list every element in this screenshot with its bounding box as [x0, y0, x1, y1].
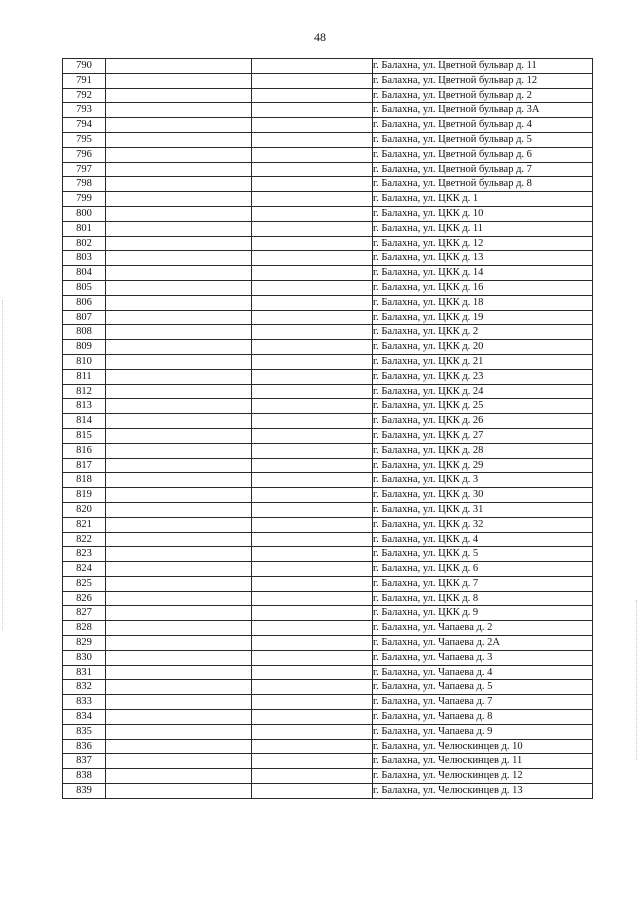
address-cell: г. Балахна, ул. Челюскинцев д. 13 [373, 784, 593, 799]
empty-cell [252, 650, 373, 665]
empty-cell [106, 695, 252, 710]
table-row [63, 724, 593, 739]
empty-cell [106, 502, 252, 517]
table-row [63, 118, 593, 133]
empty-cell [252, 517, 373, 532]
empty-cell [252, 636, 373, 651]
empty-cell [252, 739, 373, 754]
row-number-cell: 817 [63, 458, 106, 473]
row-number-cell: 836 [63, 739, 106, 754]
row-number-cell: 831 [63, 665, 106, 680]
address-cell: г. Балахна, ул. ЦКК д. 7 [373, 576, 593, 591]
empty-cell [252, 784, 373, 799]
empty-cell [106, 606, 252, 621]
address-cell: г. Балахна, ул. ЦКК д. 1 [373, 192, 593, 207]
address-cell: г. Балахна, ул. ЦКК д. 20 [373, 340, 593, 355]
empty-cell [106, 206, 252, 221]
address-cell: г. Балахна, ул. ЦКК д. 23 [373, 369, 593, 384]
row-number-cell: 801 [63, 221, 106, 236]
table-row [63, 665, 593, 680]
empty-cell [252, 680, 373, 695]
address-cell: г. Балахна, ул. Челюскинцев д. 10 [373, 739, 593, 754]
table-row [63, 532, 593, 547]
page-number: 48 [314, 30, 326, 44]
empty-cell [106, 428, 252, 443]
table-row [63, 695, 593, 710]
address-cell: г. Балахна, ул. ЦКК д. 8 [373, 591, 593, 606]
row-number-cell: 805 [63, 280, 106, 295]
address-cell: г. Балахна, ул. Чапаева д. 3 [373, 650, 593, 665]
table-row [63, 177, 593, 192]
empty-cell [106, 251, 252, 266]
empty-cell [252, 414, 373, 429]
address-cell: г. Балахна, ул. Челюскинцев д. 12 [373, 769, 593, 784]
row-number-cell: 798 [63, 177, 106, 192]
empty-cell [106, 132, 252, 147]
row-number-cell: 794 [63, 118, 106, 133]
empty-cell [106, 177, 252, 192]
address-cell: г. Балахна, ул. ЦКК д. 6 [373, 562, 593, 577]
table-row [63, 59, 593, 74]
table-row [63, 147, 593, 162]
empty-cell [252, 147, 373, 162]
address-cell: г. Балахна, ул. Цветной бульвар д. 4 [373, 118, 593, 133]
empty-cell [252, 458, 373, 473]
table-row [63, 132, 593, 147]
table-row [63, 162, 593, 177]
table-row [63, 354, 593, 369]
address-cell: г. Балахна, ул. ЦКК д. 3 [373, 473, 593, 488]
table-row [63, 206, 593, 221]
address-cell: г. Балахна, ул. ЦКК д. 28 [373, 443, 593, 458]
empty-cell [252, 399, 373, 414]
row-number-cell: 799 [63, 192, 106, 207]
address-cell: г. Балахна, ул. ЦКК д. 27 [373, 428, 593, 443]
address-cell: г. Балахна, ул. ЦКК д. 19 [373, 310, 593, 325]
empty-cell [252, 280, 373, 295]
address-cell: г. Балахна, ул. ЦКК д. 25 [373, 399, 593, 414]
empty-cell [252, 532, 373, 547]
address-cell: г. Балахна, ул. Цветной бульвар д. 8 [373, 177, 593, 192]
empty-cell [106, 488, 252, 503]
table-row [63, 280, 593, 295]
address-cell: г. Балахна, ул. Цветной бульвар д. 2 [373, 88, 593, 103]
address-cell: г. Балахна, ул. ЦКК д. 14 [373, 266, 593, 281]
empty-cell [106, 621, 252, 636]
empty-cell [252, 665, 373, 680]
empty-cell [252, 488, 373, 503]
empty-cell [106, 591, 252, 606]
empty-cell [106, 384, 252, 399]
empty-cell [106, 576, 252, 591]
address-cell: г. Балахна, ул. Цветной бульвар д. 5 [373, 132, 593, 147]
address-cell: г. Балахна, ул. ЦКК д. 26 [373, 414, 593, 429]
empty-cell [106, 354, 252, 369]
address-cell: г. Балахна, ул. Цветной бульвар д. 12 [373, 73, 593, 88]
empty-cell [252, 724, 373, 739]
empty-cell [106, 680, 252, 695]
address-cell: г. Балахна, ул. ЦКК д. 9 [373, 606, 593, 621]
row-number-cell: 797 [63, 162, 106, 177]
row-number-cell: 832 [63, 680, 106, 695]
address-cell: г. Балахна, ул. ЦКК д. 24 [373, 384, 593, 399]
row-number-cell: 818 [63, 473, 106, 488]
table-row [63, 517, 593, 532]
empty-cell [106, 754, 252, 769]
table-row [63, 221, 593, 236]
address-cell: г. Балахна, ул. ЦКК д. 11 [373, 221, 593, 236]
address-cell: г. Балахна, ул. Цветной бульвар д. 11 [373, 59, 593, 74]
table-row [63, 266, 593, 281]
table-row [63, 443, 593, 458]
address-table [62, 58, 593, 799]
table-row [63, 384, 593, 399]
row-number-cell: 804 [63, 266, 106, 281]
row-number-cell: 806 [63, 295, 106, 310]
row-number-cell: 816 [63, 443, 106, 458]
empty-cell [106, 547, 252, 562]
address-cell: г. Балахна, ул. Чапаева д. 9 [373, 724, 593, 739]
empty-cell [252, 118, 373, 133]
empty-cell [252, 769, 373, 784]
empty-cell [106, 147, 252, 162]
row-number-cell: 791 [63, 73, 106, 88]
table-row [63, 650, 593, 665]
empty-cell [252, 132, 373, 147]
address-cell: г. Балахна, ул. ЦКК д. 30 [373, 488, 593, 503]
empty-cell [106, 236, 252, 251]
empty-cell [106, 443, 252, 458]
address-cell: г. Балахна, ул. ЦКК д. 32 [373, 517, 593, 532]
empty-cell [252, 354, 373, 369]
table-row [63, 576, 593, 591]
empty-cell [106, 399, 252, 414]
row-number-cell: 839 [63, 784, 106, 799]
empty-cell [252, 443, 373, 458]
right-edge-mark [636, 600, 637, 760]
row-number-cell: 822 [63, 532, 106, 547]
table-row [63, 251, 593, 266]
table-row [63, 88, 593, 103]
row-number-cell: 808 [63, 325, 106, 340]
empty-cell [252, 310, 373, 325]
table-row [63, 606, 593, 621]
empty-cell [252, 576, 373, 591]
empty-cell [106, 192, 252, 207]
address-cell: г. Балахна, ул. ЦКК д. 5 [373, 547, 593, 562]
empty-cell [252, 59, 373, 74]
table-row [63, 236, 593, 251]
row-number-cell: 830 [63, 650, 106, 665]
empty-cell [252, 192, 373, 207]
empty-cell [252, 369, 373, 384]
table-row [63, 488, 593, 503]
empty-cell [252, 73, 373, 88]
row-number-cell: 792 [63, 88, 106, 103]
address-cell: г. Балахна, ул. Чапаева д. 7 [373, 695, 593, 710]
table-row [63, 784, 593, 799]
empty-cell [252, 340, 373, 355]
address-cell: г. Балахна, ул. ЦКК д. 16 [373, 280, 593, 295]
table-row [63, 325, 593, 340]
empty-cell [106, 769, 252, 784]
empty-cell [252, 206, 373, 221]
empty-cell [252, 710, 373, 725]
table-row [63, 428, 593, 443]
empty-cell [106, 73, 252, 88]
table-row [63, 103, 593, 118]
table-row [63, 502, 593, 517]
address-cell: г. Балахна, ул. ЦКК д. 31 [373, 502, 593, 517]
address-cell: г. Балахна, ул. ЦКК д. 12 [373, 236, 593, 251]
address-cell: г. Балахна, ул. ЦКК д. 29 [373, 458, 593, 473]
address-cell: г. Балахна, ул. Чапаева д. 2А [373, 636, 593, 651]
row-number-cell: 812 [63, 384, 106, 399]
row-number-cell: 834 [63, 710, 106, 725]
empty-cell [106, 266, 252, 281]
empty-cell [106, 162, 252, 177]
table-row [63, 458, 593, 473]
empty-cell [252, 695, 373, 710]
empty-cell [106, 280, 252, 295]
row-number-cell: 824 [63, 562, 106, 577]
empty-cell [106, 118, 252, 133]
empty-cell [106, 710, 252, 725]
empty-cell [252, 547, 373, 562]
table-row [63, 754, 593, 769]
row-number-cell: 796 [63, 147, 106, 162]
empty-cell [252, 103, 373, 118]
empty-cell [252, 754, 373, 769]
empty-cell [106, 532, 252, 547]
empty-cell [106, 636, 252, 651]
table-row [63, 739, 593, 754]
empty-cell [106, 59, 252, 74]
row-number-cell: 826 [63, 591, 106, 606]
empty-cell [106, 650, 252, 665]
empty-cell [106, 784, 252, 799]
empty-cell [106, 562, 252, 577]
address-cell: г. Балахна, ул. Чапаева д. 5 [373, 680, 593, 695]
address-cell: г. Балахна, ул. ЦКК д. 2 [373, 325, 593, 340]
address-cell: г. Балахна, ул. ЦКК д. 18 [373, 295, 593, 310]
table-row [63, 591, 593, 606]
empty-cell [252, 177, 373, 192]
address-cell: г. Балахна, ул. Цветной бульвар д. 3А [373, 103, 593, 118]
table-row [63, 636, 593, 651]
row-number-cell: 811 [63, 369, 106, 384]
address-cell: г. Балахна, ул. ЦКК д. 4 [373, 532, 593, 547]
empty-cell [252, 384, 373, 399]
table-row [63, 562, 593, 577]
row-number-cell: 814 [63, 414, 106, 429]
empty-cell [252, 251, 373, 266]
empty-cell [106, 221, 252, 236]
empty-cell [106, 473, 252, 488]
table-row [63, 310, 593, 325]
row-number-cell: 802 [63, 236, 106, 251]
empty-cell [106, 88, 252, 103]
address-cell: г. Балахна, ул. ЦКК д. 13 [373, 251, 593, 266]
empty-cell [106, 325, 252, 340]
empty-cell [106, 295, 252, 310]
empty-cell [252, 473, 373, 488]
empty-cell [106, 369, 252, 384]
row-number-cell: 819 [63, 488, 106, 503]
table-row [63, 340, 593, 355]
row-number-cell: 795 [63, 132, 106, 147]
row-number-cell: 815 [63, 428, 106, 443]
empty-cell [252, 295, 373, 310]
row-number-cell: 829 [63, 636, 106, 651]
empty-cell [106, 414, 252, 429]
empty-cell [252, 428, 373, 443]
empty-cell [252, 591, 373, 606]
empty-cell [106, 517, 252, 532]
row-number-cell: 809 [63, 340, 106, 355]
address-table-body [63, 59, 593, 799]
empty-cell [106, 103, 252, 118]
empty-cell [252, 162, 373, 177]
empty-cell [252, 236, 373, 251]
row-number-cell: 820 [63, 502, 106, 517]
empty-cell [252, 221, 373, 236]
table-row [63, 710, 593, 725]
table-row [63, 769, 593, 784]
empty-cell [252, 88, 373, 103]
address-cell: г. Балахна, ул. Чапаева д. 8 [373, 710, 593, 725]
address-cell: г. Балахна, ул. ЦКК д. 21 [373, 354, 593, 369]
table-row [63, 192, 593, 207]
address-cell: г. Балахна, ул. Цветной бульвар д. 6 [373, 147, 593, 162]
empty-cell [252, 562, 373, 577]
table-row [63, 547, 593, 562]
row-number-cell: 838 [63, 769, 106, 784]
row-number-cell: 813 [63, 399, 106, 414]
row-number-cell: 793 [63, 103, 106, 118]
empty-cell [106, 458, 252, 473]
address-cell: г. Балахна, ул. Цветной бульвар д. 7 [373, 162, 593, 177]
left-edge-mark [2, 300, 3, 630]
table-row [63, 369, 593, 384]
empty-cell [252, 606, 373, 621]
table-row [63, 414, 593, 429]
empty-cell [106, 340, 252, 355]
row-number-cell: 810 [63, 354, 106, 369]
table-row [63, 295, 593, 310]
row-number-cell: 825 [63, 576, 106, 591]
address-cell: г. Балахна, ул. Чапаева д. 2 [373, 621, 593, 636]
row-number-cell: 837 [63, 754, 106, 769]
empty-cell [106, 739, 252, 754]
row-number-cell: 807 [63, 310, 106, 325]
row-number-cell: 803 [63, 251, 106, 266]
row-number-cell: 828 [63, 621, 106, 636]
address-cell: г. Балахна, ул. Челюскинцев д. 11 [373, 754, 593, 769]
address-cell: г. Балахна, ул. ЦКК д. 10 [373, 206, 593, 221]
empty-cell [252, 502, 373, 517]
empty-cell [106, 310, 252, 325]
table-row [63, 473, 593, 488]
row-number-cell: 821 [63, 517, 106, 532]
table-row [63, 73, 593, 88]
empty-cell [106, 724, 252, 739]
row-number-cell: 800 [63, 206, 106, 221]
row-number-cell: 833 [63, 695, 106, 710]
empty-cell [252, 621, 373, 636]
row-number-cell: 823 [63, 547, 106, 562]
table-row [63, 399, 593, 414]
table-row [63, 680, 593, 695]
address-cell: г. Балахна, ул. Чапаева д. 4 [373, 665, 593, 680]
empty-cell [252, 266, 373, 281]
empty-cell [106, 665, 252, 680]
table-row [63, 621, 593, 636]
row-number-cell: 835 [63, 724, 106, 739]
empty-cell [252, 325, 373, 340]
row-number-cell: 790 [63, 59, 106, 74]
row-number-cell: 827 [63, 606, 106, 621]
